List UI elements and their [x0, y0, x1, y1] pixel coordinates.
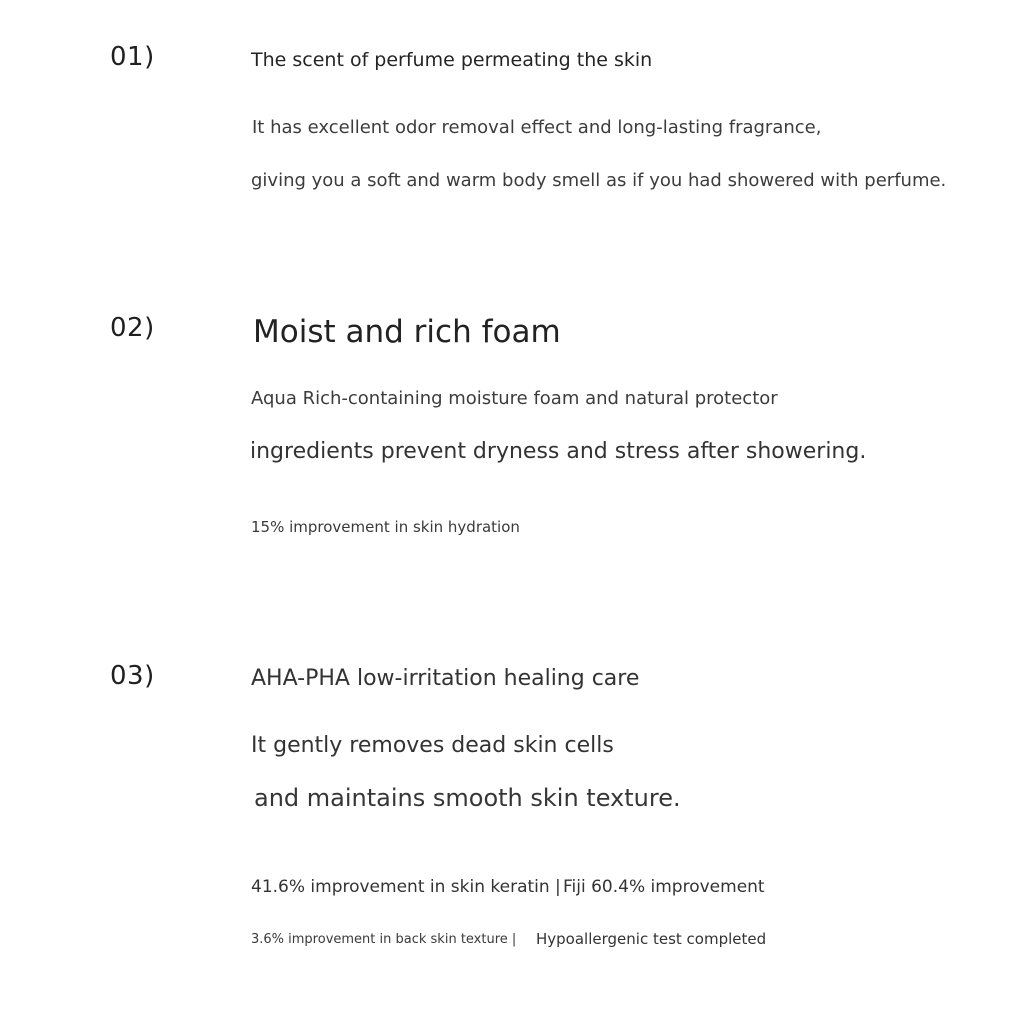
section-1-line-1: It has excellent odor removal effect and long-lasting fragrance, [252, 117, 822, 138]
section-1-title: The scent of perfume permeating the skin [251, 49, 653, 71]
section-2-line-2: ingredients prevent dryness and stress after showering. [250, 439, 867, 464]
section-1-number: 01) [110, 42, 155, 72]
section-3-title: AHA-PHA low-irritation healing care [251, 666, 640, 691]
section-2-number: 02) [110, 313, 155, 343]
section-3-stat-fiji: Fiji 60.4% improvement [563, 877, 765, 897]
section-3-stat-hypoallergenic: Hypoallergenic test completed [536, 930, 767, 948]
section-3-number: 03) [110, 661, 155, 691]
section-3-line-2: and maintains smooth skin texture. [254, 784, 681, 812]
section-3-stat-back-texture: 3.6% improvement in back skin texture | [251, 932, 517, 947]
section-3-stat-keratin: 41.6% improvement in skin keratin | [251, 877, 561, 897]
section-2-title: Moist and rich foam [253, 314, 561, 350]
section-1-line-2: giving you a soft and warm body smell as if you had showered with perfume. [251, 170, 947, 191]
section-2-stat: 15% improvement in skin hydration [251, 518, 520, 536]
section-2-line-1: Aqua Rich-containing moisture foam and natural protector [251, 388, 778, 409]
section-3-line-1: It gently removes dead skin cells [251, 733, 614, 758]
